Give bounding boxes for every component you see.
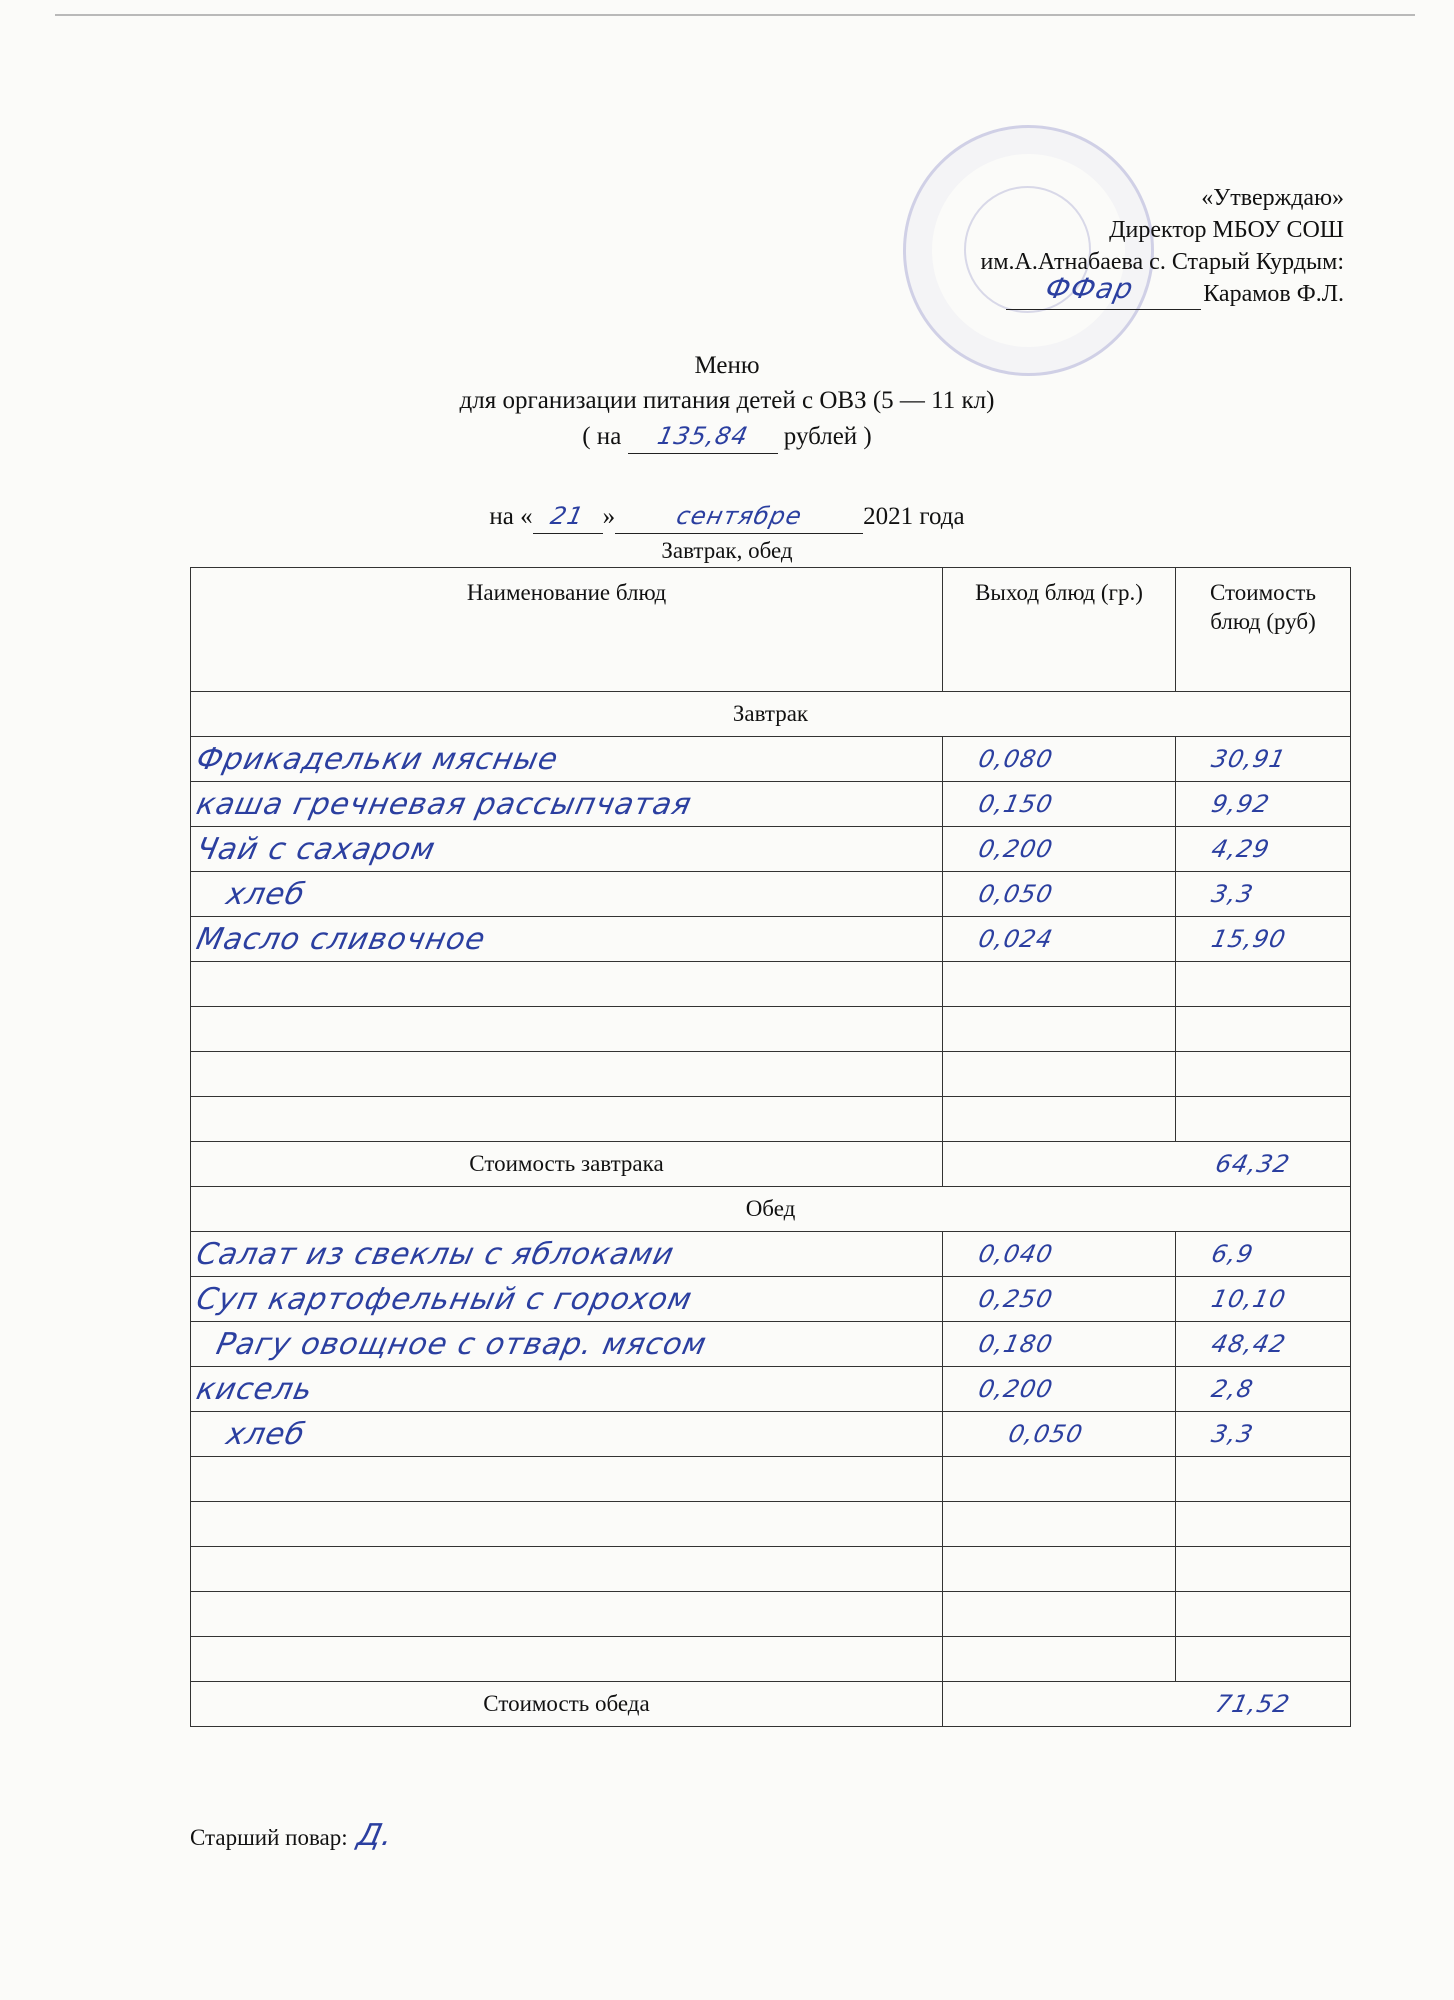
dish-name: хлеб	[223, 876, 309, 912]
date-prefix: на «	[489, 503, 533, 530]
header-price: Стоимость блюд (руб)	[1176, 568, 1351, 692]
approval-block	[981, 182, 1345, 310]
empty-row	[191, 1502, 1351, 1547]
dish-weight: 0,050	[976, 880, 1056, 908]
cost-blank	[628, 420, 778, 454]
header-name: Наименование блюд	[191, 568, 943, 692]
cook-label: Старший повар:	[190, 1825, 348, 1850]
approval-line-2: Директор МБОУ СОШ	[1109, 217, 1344, 243]
dish-price: 2,8	[1209, 1375, 1257, 1403]
signature-line	[1006, 272, 1201, 310]
date-day: 21	[548, 502, 587, 530]
dish-price: 10,10	[1209, 1285, 1289, 1313]
meals-caption: Завтрак, обед	[661, 538, 793, 563]
table-row	[191, 917, 1351, 962]
date-month: сентябре	[673, 502, 805, 530]
lunch-total-row	[191, 1682, 1351, 1727]
cook-signature: Д.	[353, 1818, 397, 1853]
lunch-section-label: Обед	[191, 1187, 1351, 1232]
approval-line-3: им.А.Атнабаева с. Старый Курдым:	[980, 249, 1344, 275]
empty-row	[191, 1007, 1351, 1052]
lunch-total-label: Стоимость обеда	[191, 1682, 943, 1727]
header-weight: Выход блюд (гр.)	[943, 568, 1176, 692]
dish-name: Чай с сахаром	[193, 831, 439, 867]
dish-name: Масло сливочное	[193, 921, 489, 957]
dish-name: хлеб	[223, 1416, 309, 1452]
director-name: Карамов Ф.Л.	[1203, 281, 1344, 307]
cost-line	[0, 420, 1454, 454]
dish-name: каша гречневая рассыпчатая	[193, 786, 696, 822]
dish-weight: 0,250	[976, 1285, 1056, 1313]
cost-suffix: рублей )	[783, 423, 872, 450]
date-suffix: 2021 года	[863, 503, 965, 530]
document-title: Меню	[694, 352, 760, 379]
breakfast-section-row	[191, 692, 1351, 737]
dish-weight: 0,180	[976, 1330, 1056, 1358]
empty-row	[191, 1052, 1351, 1097]
menu-table	[190, 567, 1351, 1727]
dish-price: 3,3	[1209, 880, 1257, 908]
empty-row	[191, 1547, 1351, 1592]
table-row	[191, 1232, 1351, 1277]
dish-name: Суп картофельный с горохом	[193, 1281, 696, 1317]
empty-row	[191, 1592, 1351, 1637]
breakfast-total-row	[191, 1142, 1351, 1187]
cook-signature-block	[190, 1818, 397, 1853]
table-row	[191, 782, 1351, 827]
dish-price: 48,42	[1209, 1330, 1289, 1358]
table-row	[191, 872, 1351, 917]
dish-name: кисель	[193, 1371, 317, 1407]
dish-weight: 0,200	[976, 1375, 1056, 1403]
date-mid: »	[602, 503, 616, 530]
table-row	[191, 737, 1351, 782]
scan-top-line	[55, 14, 1415, 16]
dish-price: 15,90	[1209, 925, 1289, 953]
dish-weight: 0,024	[976, 925, 1056, 953]
date-day-blank	[533, 500, 603, 534]
dish-price: 9,92	[1209, 790, 1273, 818]
breakfast-total-value: 64,32	[1213, 1150, 1293, 1178]
dish-price: 4,29	[1209, 835, 1273, 863]
breakfast-section-label: Завтрак	[191, 692, 1351, 737]
cost-value: 135,84	[654, 422, 751, 450]
director-signature: ФФар	[1042, 272, 1137, 305]
table-row	[191, 1277, 1351, 1322]
cost-prefix: ( на	[582, 423, 622, 450]
date-line	[0, 500, 1454, 534]
table-row	[191, 1367, 1351, 1412]
dish-weight: 0,080	[976, 745, 1056, 773]
director-signature-row	[1006, 272, 1344, 310]
document-subtitle: для организации питания детей с ОВЗ (5 — 11 кл)	[459, 387, 995, 414]
dish-weight: 0,040	[976, 1240, 1056, 1268]
lunch-section-row	[191, 1187, 1351, 1232]
dish-name: Салат из свеклы с яблоками	[193, 1236, 678, 1272]
dish-weight: 0,200	[976, 835, 1056, 863]
lunch-total-value: 71,52	[1213, 1690, 1293, 1718]
dish-weight: 0,150	[976, 790, 1056, 818]
empty-row	[191, 1457, 1351, 1502]
dish-name: Фрикадельки мясные	[193, 741, 562, 777]
dish-price: 30,91	[1209, 745, 1289, 773]
empty-row	[191, 1097, 1351, 1142]
table-row	[191, 827, 1351, 872]
approval-line-1: «Утверждаю»	[1201, 185, 1344, 211]
date-month-blank	[615, 500, 863, 534]
table-row	[191, 1412, 1351, 1457]
breakfast-total-label: Стоимость завтрака	[191, 1142, 943, 1187]
table-row	[191, 1322, 1351, 1367]
table-header-row	[191, 568, 1351, 692]
dish-weight: 0,050	[1006, 1420, 1086, 1448]
empty-row	[191, 1637, 1351, 1682]
dish-name: Рагу овощное с отвар. мясом	[213, 1326, 711, 1362]
dish-price: 6,9	[1209, 1240, 1257, 1268]
empty-row	[191, 962, 1351, 1007]
dish-price: 3,3	[1209, 1420, 1257, 1448]
